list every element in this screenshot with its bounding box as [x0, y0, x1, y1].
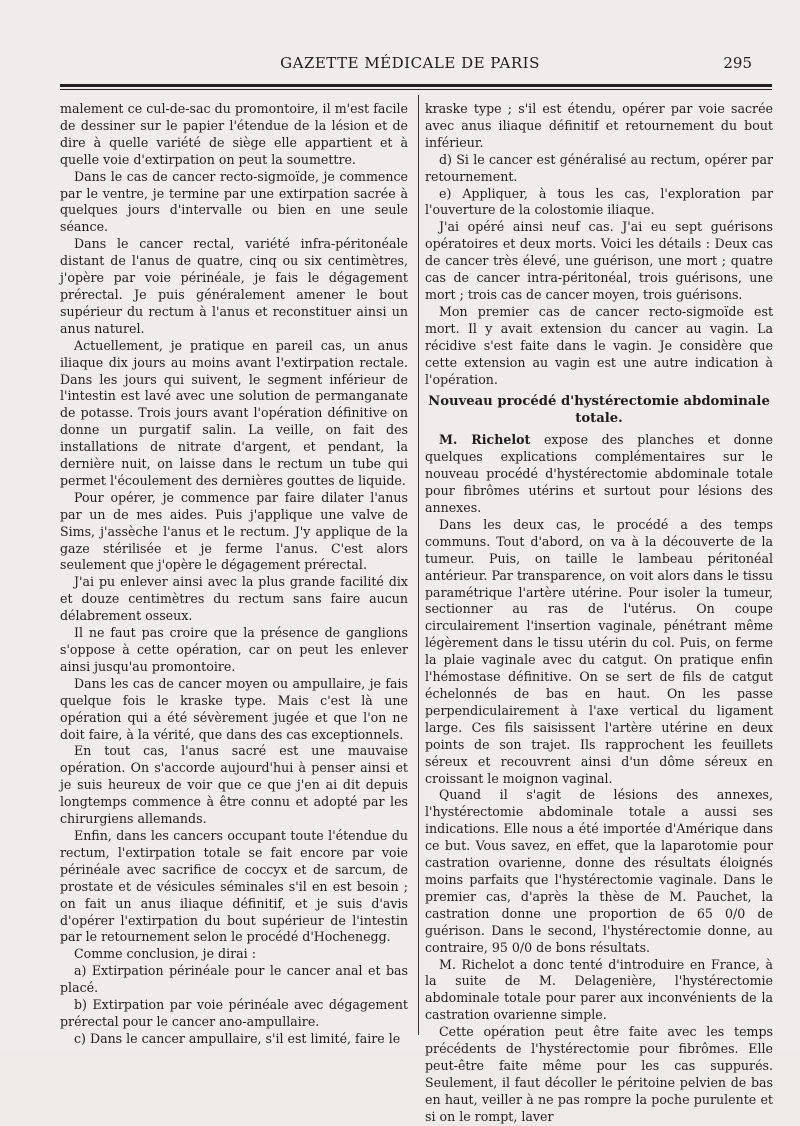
paragraph: Dans les cas de cancer moyen ou ampullaire, je fais quelque fois le kraske type. Mais c'est là une opération qui a été sévèrement jugée et que l'on ne doit faire, à la vérité, que dans des cas exceptionnels. [60, 675, 408, 742]
section-heading: Nouveau procédé d'hystérectomie abdominale totale. [428, 394, 770, 427]
paragraph: En tout cas, l'anus sacré est une mauvaise opération. On s'accorde aujourd'hui à penser ainsi et je suis heureux de voir que ce que j'en ai dit depuis longtemps commence à être connu et adopté par les chirurgiens allemands. [60, 743, 408, 827]
list-item: a) Extirpation périnéale pour le cancer anal et bas placé. [60, 963, 408, 996]
list-item: b) Extirpation par voie périnéale avec dégagement prérectal pour le cancer ano-ampullaire. [60, 997, 408, 1029]
right-column [425, 101, 773, 1126]
paragraph: Cette opération peut être faite avec les temps précédents de l'hystérectomie pour fibrômes. Elle peut-être faite même pour les cas suppurés. Seulement, il faut décoller le péritoine pelvien de bas en haut, veiller à ne pas rompre la poche purulente et si on le rompt, laver [425, 1024, 773, 1124]
header-rule-thin [60, 89, 772, 90]
paragraph: kraske type ; s'il est étendu, opérer par voie sacrée avec anus iliaque définitif et retournement du bout inférieur. [425, 101, 773, 150]
paragraph: Dans le cas de cancer recto-sigmoïde, je commence par le ventre, je termine par une extirpation sacrée à quelques jours d'intervalle ou bien en une seule séance. [60, 168, 408, 235]
paragraph: J'ai opéré ainsi neuf cas. J'ai eu sept guérisons opératoires et deux morts. Voici les détails : Deux cas de cancer très élevé, une guérison, une mort ; quatre cas de cancer intra-péritonéal, trois guérisons, une mort ; trois cas de cancer moyen, trois guérisons. [425, 219, 773, 302]
paragraph: Enfin, dans les cancers occupant toute l'étendue du rectum, l'extirpation totale se fait encore par voie périnéale avec sacrifice de coccyx et de sarcum, de prostate et de vésicules séminales s'il en est besoin ; on fait un anus iliaque définitif, et je suis d'avis d'opérer l'extirpation du bout supérieur de l'intestin par le retournement selon le procédé d'Hochenegg. [60, 827, 408, 945]
header-rule-thick [60, 84, 772, 87]
paragraph: Dans le cancer rectal, variété infra-péritonéale distant de l'anus de quatre, cinq ou six centimètres, j'opère par voie périnéale, je fais le dégagement prérectal. Je puis généralement amener le bout supérieur du rectum à l'anus et reconstituer ainsi un anus naturel. [60, 236, 408, 336]
paragraph: Pour opérer, je commence par faire dilater l'anus par un de mes aides. Puis j'applique une valve de Sims, j'assèche l'anus et le rectum. J'y applique de la gaze stérilisée et je ferme l'anus. C'est alors seulement que j'opère le dégagement prérectal. [60, 489, 408, 573]
paragraph: Comme conclusion, je dirai : [74, 946, 256, 962]
paragraph: Dans les deux cas, le procédé a des temps communs. Tout d'abord, on va à la découverte de la tumeur. Puis, on taille le lambeau péritonéal antérieur. Par transparence, on voit alors dans le tissu paramétrique l'artère utérine. Pour isoler la tumeur, sectionner au ras de l'utérus. On coupe circulairement l'insertion vaginale, pénétrant même légèrement dans le tissu utérin du col. Puis, on ferme la plaie vaginale avec du catgut. On pratique enfin l'hémostase définitive. On se sert de fils de catgut échelonnés de bas en haut. On les passe perpendiculairement à l'axe vertical du ligament large. Ces fils saisissent l'artère utérine en deux points de son trajet. Ils rapprochent les feuillets séreux et recouvrent ainsi d'un dôme séreux en croissant le moignon vaginal. [425, 516, 773, 786]
paragraph: M. Richelot a donc tenté d'introduire en France, à la suite de M. Delagenière, l'hystérectomie abdominale totale pour parer aux inconvénients de la castration ovarienne simple. [425, 956, 773, 1023]
paragraph: Il ne faut pas croire que la présence de ganglions s'oppose à cette opération, car on peut les enlever ainsi jusqu'au promontoire. [60, 625, 408, 674]
left-column [60, 101, 408, 1048]
intro-text: expose des planches et donne quelques explications complémentaires sur le nouveau procédé d'hystérectomie abdominale totale pour fibrômes utérins et surtout pour lésions des annexes. [425, 432, 773, 516]
paragraph: J'ai pu enlever ainsi avec la plus grande facilité dix et douze centimètres du rectum sans faire aucun délabrement osseux. [60, 574, 408, 624]
journal-title: GAZETTE MÉDICALE DE PARIS [280, 54, 540, 72]
intro-paragraph [425, 432, 773, 517]
author-name: M. Richelot [439, 432, 531, 448]
column-divider [418, 95, 419, 1035]
paragraph: malement ce cul-de-sac du promontoire, il m'est facile de dessiner sur le papier l'étendue de la lésion et de dire à quelle variété de siège elle appartient et à quelle voie d'extirpation on peut la soumettre. [60, 101, 408, 167]
paragraph: Quand il s'agit de lésions des annexes, l'hystérectomie abdominale totale a aussi ses indications. Elle nous a été importée d'Amérique dans ce but. Vous savez, en effet, que la laparotomie pour castration ovarienne, donne des résultats éloignés moins parfaits que l'hystérectomie vaginale. Dans le premier cas, d'après la thèse de M. Pauchet, la castration donne une proportion de 65 0/0 de guérison. Dans le second, l'hystérectomie donne, au contraire, 95 0/0 de bons résultats. [425, 787, 773, 955]
paragraph: Actuellement, je pratique en pareil cas, un anus iliaque dix jours au moins avant l'extirpation rectale. Dans les jours qui suivent, le segment inférieur de l'intestin est lavé avec une solution de permanganate de potasse. Trois jours avant l'opération définitive on donne un purgatif salin. La veille, on fait des installations de nitrate d'argent, et pendant, la dernière nuit, on laisse dans le rectum un tube qui permet l'écoulement des dernières gouttes de liquide. [60, 337, 408, 488]
list-item: e) Appliquer, à tous les cas, l'exploration par l'ouverture de la colostomie iliaque. [425, 185, 773, 218]
paragraph: Mon premier cas de cancer recto-sigmoïde est mort. Il y avait extension du cancer au vagin. La récidive s'est faite dans le vagin. Je considère que cette extension au vagin est une autre indication à l'opération. [425, 303, 773, 387]
list-item: c) Dans le cancer ampullaire, s'il est limité, faire le [74, 1030, 401, 1046]
page-number: 295 [723, 54, 752, 72]
list-item: d) Si le cancer est généralisé au rectum, opérer par retournement. [425, 151, 773, 184]
page-header [60, 54, 760, 76]
